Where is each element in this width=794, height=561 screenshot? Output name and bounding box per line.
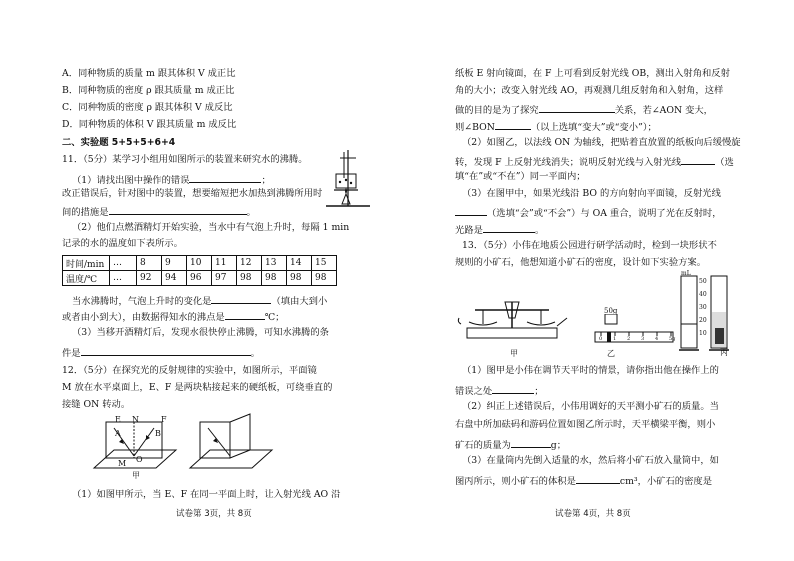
q13-p1a: （1）图甲是小伟在调节天平时的情景，请你指出他在操作上的 (462, 365, 719, 376)
q13-line2: 规则的小矿石，他想知道小矿石的密度，设计如下实验方案。 (455, 257, 707, 268)
q12-p1: （1）如图甲所示，当 E、F 在同一平面上时，让入射光线 AO 沿 (72, 489, 341, 500)
q13-stem: 13．（5分）小伟在地质公园进行研学活动时，检到一块形状不 (462, 240, 717, 251)
table-cell: 9 (162, 256, 187, 271)
text: 图丙所示，则小矿石的体积是 (455, 476, 576, 487)
answer-blank[interactable] (109, 204, 247, 215)
q11-p1c: 改正错误后，针对图中的装置，想要缩短把水加热到沸腾所用时 (62, 188, 323, 199)
q11-p2a: （2）他们点燃酒精灯开始实验，当水中有气泡上升时，每隔 1 min (72, 222, 350, 233)
answer-blank[interactable] (539, 102, 615, 113)
q11-p3c-text: 。 (250, 348, 260, 359)
weight-label: 50g (604, 307, 618, 315)
text: （以上选填“变大”或“变小”）； (530, 122, 657, 133)
cylinder-unit: mL (681, 270, 691, 277)
fig-label-f: F (161, 415, 167, 424)
balance-figure (457, 288, 569, 346)
boiling-apparatus-figure (318, 144, 378, 212)
page-footer-left: 试卷第 3页，共 8页 (176, 509, 252, 519)
table-cell: 98 (287, 271, 312, 286)
fig-caption-jia: 甲 (510, 349, 518, 358)
text: cm³，小矿石的密度是 (619, 476, 712, 487)
q11-p2d-text: （填由大到小 (271, 296, 328, 307)
answer-blank[interactable] (483, 222, 535, 233)
figure-jia-left (94, 422, 176, 468)
table-cell: 10 (187, 256, 212, 271)
cylinder-tick-label: 40 (699, 291, 707, 298)
q12-cont-line6 (455, 154, 734, 169)
cylinder-tick-label: 10 (699, 330, 707, 337)
ruler-tick-label: 2 (627, 336, 631, 342)
table-cell: 92 (137, 271, 162, 286)
q11-p2b: 记录的水的温度如下表所示。 (62, 238, 183, 249)
q12-line2: M 放在水平桌面上，E、F 是两块粘接起来的硬纸板，可绕垂直的 (62, 382, 333, 393)
q11-p1-line (72, 172, 271, 187)
fig-caption-bing: 丙 (720, 348, 728, 357)
text: （选 (715, 157, 734, 168)
q11-p3b-text: 件是 (62, 348, 81, 359)
section-title: 二、实验题 5+5+5+6+4 (62, 137, 176, 148)
q11-p3a: （3）当移开酒精灯后，发现水很快停止沸腾，可知水沸腾的条 (72, 327, 329, 338)
table-cell: 8 (137, 256, 162, 271)
q12-cont-line3 (455, 102, 713, 117)
table-header: 温度/℃ (63, 271, 110, 286)
q12-line3: 接缝 ON 转动。 (62, 399, 131, 410)
answer-blank[interactable] (189, 172, 261, 183)
q11-p2f-text: ℃； (264, 312, 285, 323)
q12-cont-line5: （2）如图乙，以法线 ON 为轴线，把贴着直放置的纸板向后缓慢旋 (462, 137, 741, 148)
table-cell: 15 (312, 256, 337, 271)
ruler-tick-label: 5g (669, 336, 676, 342)
fig-label-o: O (136, 455, 143, 464)
q13-p2b: 右盘中所加砝码和游码位置如图乙所示时，天平横梁平衡，则小 (455, 419, 716, 430)
q11-p1-punct: ； (261, 175, 271, 186)
figure-jia-right (190, 414, 272, 468)
q12-cont-line2: 角的大小；改变入射光线 AO，再观测几组反射角和入射角，这样 (455, 85, 724, 96)
weight-ruler-figure (593, 314, 675, 344)
q12-cont-line7: 填“在”或“不在”）同一平面内； (455, 171, 586, 182)
q12-cont-line9 (455, 205, 722, 220)
cylinder-tick-label: 20 (699, 317, 707, 324)
q13-p3a: （3）在量筒内先倒入适量的水，然后将小矿石放入量筒中，如 (462, 455, 719, 466)
q11-p2c-line (72, 293, 327, 308)
text: （选填“会”或“不会”）与 OA 重合，说明了光在反射时， (487, 208, 722, 219)
table-cell: … (110, 256, 137, 271)
fig-label-e: E (115, 415, 121, 424)
option-c: C．同种物质的密度 ρ 跟其体积 V 成反比 (62, 102, 233, 113)
table-cell: 98 (262, 271, 287, 286)
text: 转，发现 F 上反射光线消失；说明反射光线与入射光线 (455, 157, 682, 168)
cylinder-tick-label: 50 (699, 278, 707, 285)
ruler-tick-label: 3 (641, 336, 645, 342)
option-a: A．同种物质的质量 m 跟其体积 V 成正比 (62, 68, 236, 79)
fig-label-m: M (118, 459, 127, 468)
text: 做的目的是为了探究 (455, 105, 539, 116)
table-cell: 11 (212, 256, 237, 271)
table-cell: 98 (237, 271, 262, 286)
text: 则∠BON (455, 122, 495, 133)
q12-cont-line10 (455, 222, 544, 237)
answer-blank[interactable] (455, 205, 487, 216)
answer-blank[interactable] (81, 345, 251, 356)
fig-label-b: B (155, 429, 161, 438)
option-b: B．同种物质的密度 ρ 跟其质量 m 成正比 (62, 85, 235, 96)
answer-blank[interactable] (511, 437, 551, 448)
text: ； (534, 386, 544, 397)
q13-p2c-line (455, 437, 566, 452)
fig-label-n: N (132, 415, 139, 424)
q11-stem: 11．（5分）某学习小组用如图所示的装置来研究水的沸腾。 (62, 154, 308, 165)
table-cell: 14 (287, 256, 312, 271)
ruler-tick-label: 1 (613, 336, 617, 342)
table-row (63, 271, 337, 286)
cylinder-tick-label: 30 (699, 304, 707, 311)
text: 。 (534, 225, 545, 236)
table-cell: 96 (187, 271, 212, 286)
table-cell: … (110, 271, 137, 286)
q12-cont-line4 (455, 119, 657, 134)
table-cell: 98 (312, 271, 337, 286)
fig-caption-yi: 乙 (607, 349, 615, 358)
fig-label-a: A (115, 429, 121, 438)
text: 关系，若∠AON 变大， (614, 105, 713, 116)
q11-p2e-text: 或者由小到大），由数据得知水的沸点是 (62, 312, 225, 323)
q11-p1e-punct: 。 (246, 207, 256, 218)
ruler-tick-label: 0 (599, 336, 603, 342)
q12-cont-line8: （3）在图甲中，如果光线沿 BO 的方向射向平面镜，反射光线 (462, 188, 721, 199)
text: 错误之处 (455, 386, 493, 397)
temperature-table (62, 255, 337, 286)
text: g； (550, 440, 567, 451)
q13-p2a: （2）纠正上述错误后，小伟用调好的天平测小矿石的质量。当 (462, 401, 719, 412)
option-d: D．同种物质的体积 V 跟其质量 m 成反比 (62, 119, 237, 130)
q11-p2e-line (62, 309, 284, 324)
q12-cont-line1: 纸板 E 射向镜面，在 F 上可看到反射光线 OB，测出入射角和反射 (455, 68, 730, 79)
table-row (63, 256, 337, 271)
q11-p1-text: （1）请找出图中操作的错误 (72, 175, 190, 186)
table-cell: 94 (162, 271, 187, 286)
q11-p1d-text: 间的措施是 (62, 207, 109, 218)
ruler-tick-label: 4 (655, 336, 659, 342)
q12-stem: 12．（5分）在探究光的反射规律的实验中，如图所示，平面镜 (62, 365, 317, 376)
text: 矿石的质量为 (455, 440, 511, 451)
table-cell: 97 (212, 271, 237, 286)
answer-blank[interactable] (211, 293, 271, 304)
page-footer-right: 试卷第 4页，共 8页 (555, 509, 631, 519)
text: 光路是 (455, 225, 483, 236)
table-cell: 12 (237, 256, 262, 271)
answer-blank[interactable] (681, 154, 715, 165)
q13-p3b-line (455, 473, 712, 488)
q13-p1b-line (455, 383, 544, 398)
answer-blank[interactable] (225, 309, 265, 320)
q11-p3b-line (62, 345, 260, 360)
table-header: 时间/min (63, 256, 110, 271)
answer-blank[interactable] (576, 473, 620, 484)
q11-p1d-line (62, 204, 256, 219)
q11-p2c-text: 当水沸腾时，气泡上升时的变化是 (72, 296, 212, 307)
answer-blank[interactable] (495, 119, 531, 130)
right-page (397, 0, 794, 561)
table-cell: 13 (262, 256, 287, 271)
answer-blank[interactable] (492, 383, 534, 394)
fig-caption-jia: 甲 (132, 471, 140, 480)
